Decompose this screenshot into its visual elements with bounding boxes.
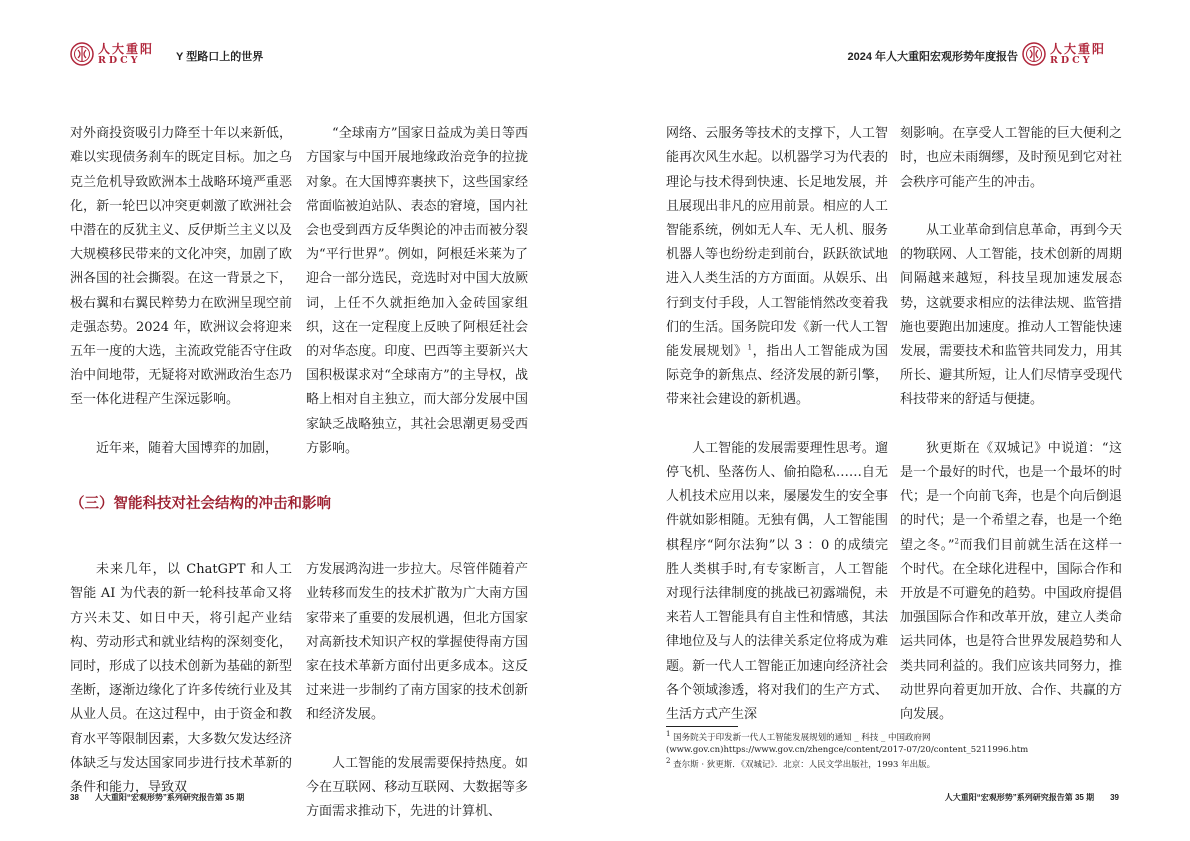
footnote-1: [666, 730, 1122, 756]
footnote-mark: 1: [666, 730, 671, 739]
paragraph: “全球南方”国家日益成为美日等西方国家与中国开展地缘政治竞争的拉拢对象。在大国博弈裹挟下，这些国家经常面临被迫站队、表态的窘境，国内社会也受到西方反华舆论的冲击而被分裂为“平行世界”。例如，阿根廷米莱为了迎合一部分选民，竞选时对中国大放厥词，上任不久就拒绝加入金砖国家组织，这在一定程度上反映了阿根廷社会的对华态度。印度、巴西等主要新兴大国积极谋求对“全球南方”的主导权，战略上相对自主独立，而大部分发展中国家缺乏战略独立，其社会思潮更易受西方影响。: [306, 126, 528, 456]
running-header-right: 2024 年人大重阳宏观形势年度报告: [847, 51, 1018, 63]
paragraph: 方发展鸿沟进一步拉大。尽管伴随着产业转移而发生的技术扩散为广大南方国家带来了重要的发展机遇，但北方国家对高新技术知识产权的掌握使得南方国家在技术革新方面付出更多成本。这反过来进一步制约了南方国家的技术创新和经济发展。: [306, 562, 528, 723]
logo-english: RDCY: [98, 54, 141, 66]
logo-chinese: 人大重阳: [1050, 41, 1107, 56]
rdcy-logo: [70, 43, 170, 65]
footnote-text: 查尔斯 · 狄更斯．《双城记》．北京：人民文学出版社，1993 年出版。: [673, 760, 936, 770]
footnote-2: [666, 757, 1122, 772]
left-column-3: [70, 534, 292, 824]
rdcy-emblem-icon: [70, 42, 94, 66]
right-column-2: [900, 98, 1122, 751]
footnote-mark: 2: [666, 757, 671, 766]
paragraph: 对外商投资吸引力降至十年以来新低，难以实现债务刹车的既定目标。加之乌克兰危机导致欧洲本土战略环境严重恶化，新一轮巴以冲突更刺激了欧洲社会中潜在的反犹主义、反伊斯兰主义以及大规模移民带来的文化冲突，加剧了欧洲各国的社会撕裂。在这一背景之下，极右翼和右翼民粹势力在欧洲呈现空前走强态势。2024 年，欧洲议会将迎来五年一度的大选，主流政党能否守住政治中间地带，无疑将对欧洲政治生态乃至一体化进程产生深远影响。: [70, 126, 292, 408]
text-run: 而我们目前就生活在这样一个时代。在全球化进程中，国际合作和开放是不可避免的趋势。中国政府提倡加强国际合作和改革开放，建立人类命运共同体，也是符合世界发展趋势和人类共同利益的。我们应该共同努力，推动世界向着更加开放、合作、共赢的方向发展。: [900, 537, 1122, 723]
footer-series: 人大重阳“宏观形势”系列研究报告第 35 期: [944, 793, 1095, 802]
rdcy-logo: [1022, 43, 1122, 65]
footnote-ref-1[interactable]: 1: [747, 343, 753, 352]
text-run: 狄更斯在《双城记》中说道：“这是一个最好的时代，也是一个最坏的时代；是一个向前飞奔，也是个向后倒退的时代；是一个希望之春，也是一个绝望之冬。”: [900, 440, 1122, 553]
footnote-divider: [666, 726, 738, 727]
footer-series: 人大重阳“宏观形势”系列研究报告第 35 期: [94, 793, 245, 802]
logo-chinese: 人大重阳: [98, 41, 155, 56]
paragraph: 近年来，随着大国博弈的加剧，: [96, 440, 279, 456]
right-page: [595, 0, 1190, 841]
page-footer-right: [945, 792, 1119, 803]
page-footer-left: [70, 792, 244, 803]
left-column-2: [306, 98, 528, 485]
left-column-4: [306, 534, 528, 841]
rdcy-emblem-icon: [1022, 42, 1046, 66]
footnote-text: 国务院关于印发新一代人工智能发展规划的通知 _ 科技 _ 中国政府网 (www.gov.cn)https://www.gov.cn/zhengce/content/2017-07/20/content_5211996.htm: [666, 733, 1029, 755]
text-run: ，指出人工智能成为国际竞争的新焦点、经济发展的新引擎，带来社会建设的新机遇。: [666, 344, 888, 408]
footnote-ref-2[interactable]: 2: [954, 537, 959, 546]
running-header-left: Y 型路口上的世界: [176, 51, 264, 63]
logo-english: RDCY: [1050, 54, 1093, 66]
paragraph: 未来几年，以 ChatGPT 和人工智能 AI 为代表的新一轮科技革命又将方兴未艾、如日中天，将引起产业结构、劳动形式和就业结构的深刻变化，同时，形成了以技术创新为基础的新型垄断，逐渐边缘化了许多传统行业及其从业人员。在这过程中，由于资金和教育水平等限制因素，大多数欠发达经济体缺乏与发达国家同步进行技术革新的条件和能力，导致双: [70, 562, 292, 796]
paragraph: 人工智能的发展需要保持热度。如今在互联网、移动互联网、大数据等多方面需求推动下，先进的计算机、: [306, 755, 528, 820]
paragraph: 人工智能的发展需要理性思考。遛停飞机、坠落伤人、偷拍隐私……自无人机技术应用以来，屡屡发生的安全事件就如影相随。无独有偶，人工智能围棋程序“阿尔法狗”以 3 ：0 的成绩完胜人类棋手时,有专家断言，人工智能对现行法律制度的挑战已初露端倪，未来若人工智能具有自主性和情感，其法律地位及与人的法律关系定位将成为难题。新一代人工智能正加速向经济社会各个领域渗透，将对我们的生产方式、生活方式产生深: [666, 440, 888, 723]
page-number: 38: [70, 793, 79, 802]
paragraph: 从工业革命到信息革命，再到今天的物联网、人工智能，技术创新的周期间隔越来越短，科技呈现加速发展态势，这就要求相应的法律法规、监管措施也要跑出加速度。推动人工智能快速发展，需要技术和监管共同发力，用其所长、避其所短，让人们尽情享受现代科技带来的舒适与便捷。: [900, 223, 1122, 408]
text-run: 网络、云服务等技术的支撑下，人工智能再次风生水起。以机器学习为代表的理论与技术得到快速、长足地发展，并且展现出非凡的应用前景。相应的人工智能系统，例如无人车、无人机、服务机器人等也纷纷走到前台，跃跃欲试地进入人类生活的方方面面。从娱乐、出行到支付手段，人工智能悄然改变着我们的生活。国务院印发《新一代人工智能发展规划》: [666, 126, 888, 360]
paragraph: [666, 122, 888, 412]
left-column-1: [70, 98, 292, 485]
paragraph: 刻影响。在享受人工智能的巨大便利之时，也应未雨绸缪，及时预见到它对社会秩序可能产生的冲击。: [900, 126, 1122, 190]
right-column-1: [666, 98, 888, 751]
paragraph: [900, 437, 1122, 727]
section-heading: （三）智能科技对社会结构的冲击和影响: [70, 496, 331, 512]
page-number: 39: [1110, 793, 1119, 802]
